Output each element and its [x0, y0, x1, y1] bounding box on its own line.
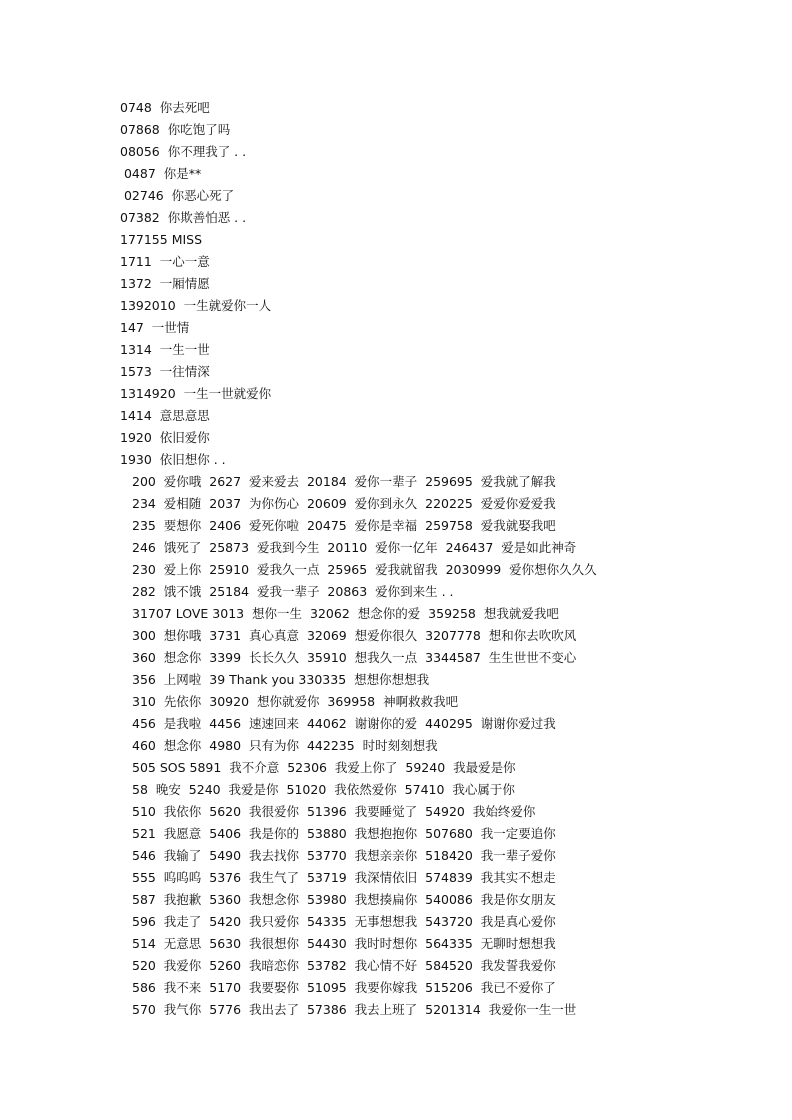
text-line: 1372 一厢情愿: [120, 276, 210, 291]
text-line: 1573 一往情深: [120, 364, 210, 379]
text-line: 1314920 一生一世就爱你: [120, 386, 272, 401]
text-line: 510 我依你 5620 我很爱你 51396 我要睡觉了 54920 我始终爱你: [132, 804, 536, 819]
text-line: 596 我走了 5420 我只爱你 54335 无事想想我 543720 我是真心爱你: [132, 914, 556, 929]
text-line: 0487 你是**: [120, 166, 202, 181]
text-line: 234 爱相随 2037 为你伤心 20609 爱你到永久 220225 爱爱你爱爱我: [132, 496, 556, 511]
text-line: 505 SOS 5891 我不介意 52306 我爱上你了 59240 我最爱是你: [132, 760, 516, 775]
text-line: 460 想念你 4980 只有为你 442235 时时刻刻想我: [132, 738, 438, 753]
text-line: 587 我抱歉 5360 我想念你 53980 我想揍扁你 540086 我是你女朋友: [132, 892, 556, 907]
text-line: 360 想念你 3399 长长久久 35910 想我久一点 3344587 生生世世不变心: [132, 650, 577, 665]
text-line: 521 我愿意 5406 我是你的 53880 我想抱抱你 507680 我一定要追你: [132, 826, 556, 841]
text-line: 1414 意思意思: [120, 408, 210, 423]
text-line: 1392010 一生就爱你一人: [120, 298, 272, 313]
text-line: 31707 LOVE 3013 想你一生 32062 想念你的爱 359258 想我就爱我吧: [132, 606, 559, 621]
text-line: 0748 你去死吧: [120, 100, 210, 115]
text-line: 300 想你哦 3731 真心真意 32069 想爱你很久 3207778 想和你去吹吹风: [132, 628, 577, 643]
text-line: 456 是我啦 4456 速速回来 44062 谢谢你的爱 440295 谢谢你爱过我: [132, 716, 556, 731]
text-line: 200 爱你哦 2627 爱来爱去 20184 爱你一辈子 259695 爱我就了解我: [132, 474, 556, 489]
text-line: 1711 一心一意: [120, 254, 210, 269]
text-line: 1314 一生一世: [120, 342, 210, 357]
text-line: 555 呜呜呜 5376 我生气了 53719 我深情依旧 574839 我其实不想走: [132, 870, 556, 885]
text-line: 356 上网啦 39 Thank you 330335 想想你想想我: [132, 672, 430, 687]
text-line: 520 我爱你 5260 我暗恋你 53782 我心情不好 584520 我发誓我爱你: [132, 958, 556, 973]
text-line: 02746 你恶心死了: [120, 188, 235, 203]
text-line: 514 无意思 5630 我很想你 54430 我时时想你 564335 无聊时想想我: [132, 936, 556, 951]
text-line: 147 一世情: [120, 320, 190, 335]
text-line: 07868 你吃饱了吗: [120, 122, 231, 137]
text-line: 246 饿死了 25873 爱我到今生 20110 爱你一亿年 246437 爱是如此神奇: [132, 540, 577, 555]
text-line: 586 我不来 5170 我要娶你 51095 我要你嫁我 515206 我已不爱你了: [132, 980, 556, 995]
text-line: 1930 依旧想你 . .: [120, 452, 226, 467]
text-line: 282 饿不饿 25184 爱我一辈子 20863 爱你到来生 . .: [132, 584, 454, 599]
text-line: 235 要想你 2406 爱死你啦 20475 爱你是幸福 259758 爱我就娶我吧: [132, 518, 556, 533]
text-line: 310 先依你 30920 想你就爱你 369958 神啊救救我吧: [132, 694, 459, 709]
text-line: 07382 你欺善怕恶 . .: [120, 210, 247, 225]
text-line: 230 爱上你 25910 爱我久一点 25965 爱我就留我 2030999 爱你想你久久久: [132, 562, 597, 577]
text-line: 546 我输了 5490 我去找你 53770 我想亲亲你 518420 我一辈子爱你: [132, 848, 556, 863]
text-line: 570 我气你 5776 我出去了 57386 我去上班了 5201314 我爱你一生一世: [132, 1002, 577, 1017]
text-line: 177155 MISS: [120, 232, 203, 247]
text-line: 08056 你不理我了 . .: [120, 144, 247, 159]
text-line: 1920 依旧爱你: [120, 430, 210, 445]
text-line: 58 晚安 5240 我爱是你 51020 我依然爱你 57410 我心属于你: [132, 782, 515, 797]
